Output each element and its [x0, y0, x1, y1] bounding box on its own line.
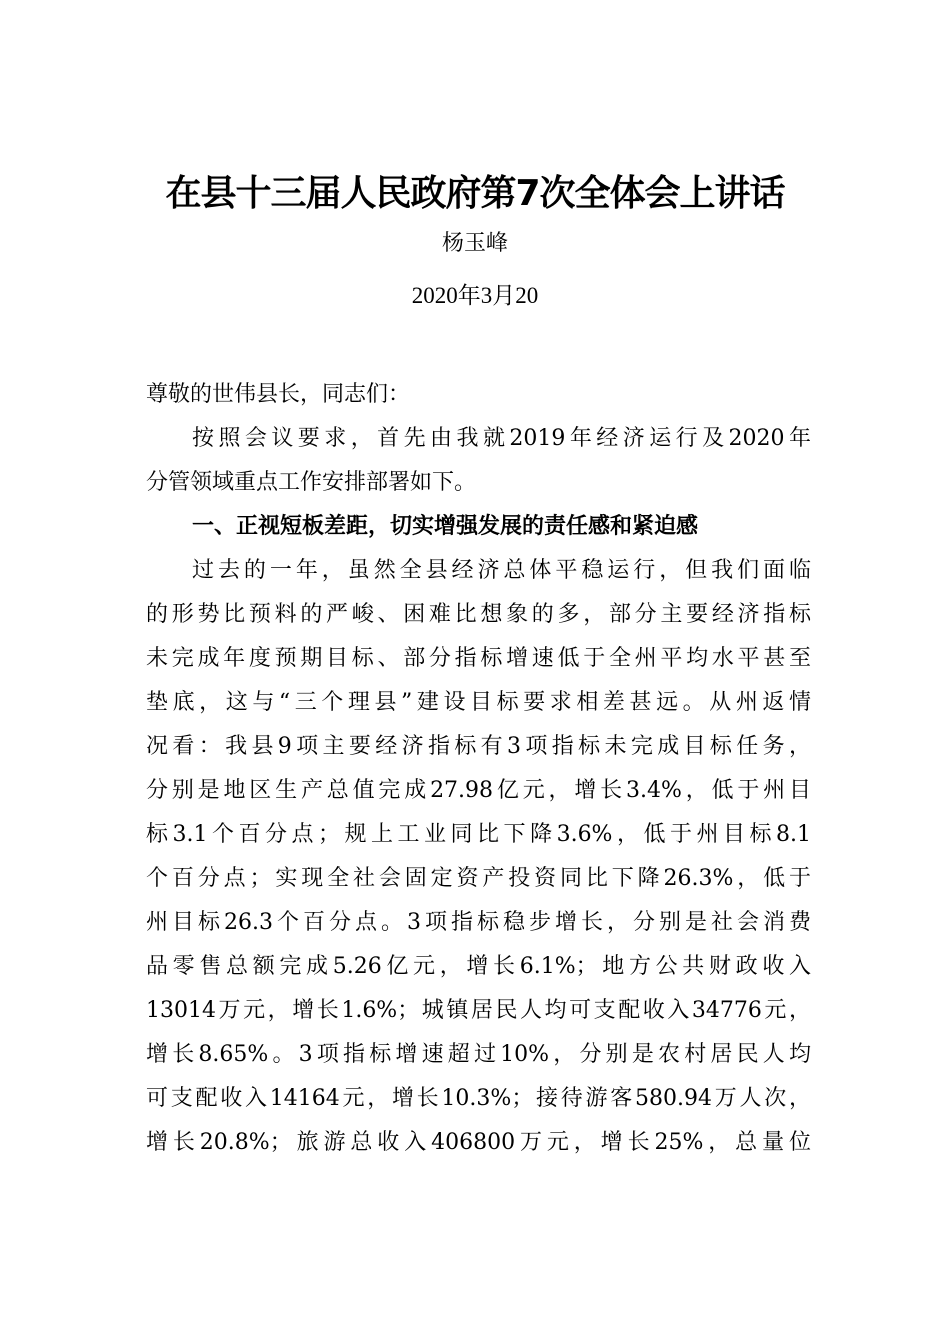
paragraph-line: 况看：我县9项主要经济指标有3项指标未完成目标任务， — [146, 734, 811, 759]
paragraph-line: 增长8.65%。3项指标增速超过10%，分别是农村居民人均 — [146, 1042, 811, 1067]
intro-line: 按照会议要求，首先由我就2019年经济运行及2020年 — [192, 426, 811, 451]
paragraph-line: 过去的一年，虽然全县经济总体平稳运行，但我们面临 — [192, 558, 811, 583]
paragraph-line: 可支配收入14164元，增长10.3%；接待游客580.94万人次， — [146, 1086, 811, 1111]
paragraph-line: 13014万元，增长1.6%；城镇居民人均可支配收入34776元， — [146, 998, 811, 1023]
paragraph-line: 垫底，这与“三个理县”建设目标要求相差甚远。从州返情 — [146, 690, 811, 715]
paragraph-line: 个百分点；实现全社会固定资产投资同比下降26.3%，低于 — [146, 866, 811, 891]
author-name: 杨玉峰 — [441, 231, 508, 256]
paragraph-line: 品零售总额完成5.26亿元，增长6.1%；地方公共财政收入 — [146, 954, 811, 979]
paragraph-line: 增长20.8%；旅游总收入406800万元，增长25%，总量位 — [146, 1130, 811, 1155]
document-body — [146, 373, 811, 1165]
section-heading: 一、正视短板差距，切实增强发展的责任感和紧迫感 — [192, 514, 699, 539]
paragraph-line: 未完成年度预期目标、部分指标增速低于全州平均水平甚至 — [146, 646, 811, 671]
paragraph-line: 州目标26.3个百分点。3项指标稳步增长，分别是社会消费 — [146, 910, 811, 935]
salutation: 尊敬的世伟县长，同志们： — [146, 382, 411, 407]
document-title: 在县十三届人民政府第7次全体会上讲话 — [165, 173, 785, 214]
paragraph-line: 分别是地区生产总值完成27.98亿元，增长3.4%，低于州目 — [146, 778, 811, 803]
paragraph-line: 的形势比预料的严峻、困难比想象的多，部分主要经济指标 — [146, 602, 811, 627]
document-date: 2020年3月20 — [411, 283, 539, 308]
paragraph-line: 标3.1个百分点；规上工业同比下降3.6%，低于州目标8.1 — [146, 822, 811, 847]
intro-line: 分管领域重点工作安排部署如下。 — [146, 470, 477, 495]
